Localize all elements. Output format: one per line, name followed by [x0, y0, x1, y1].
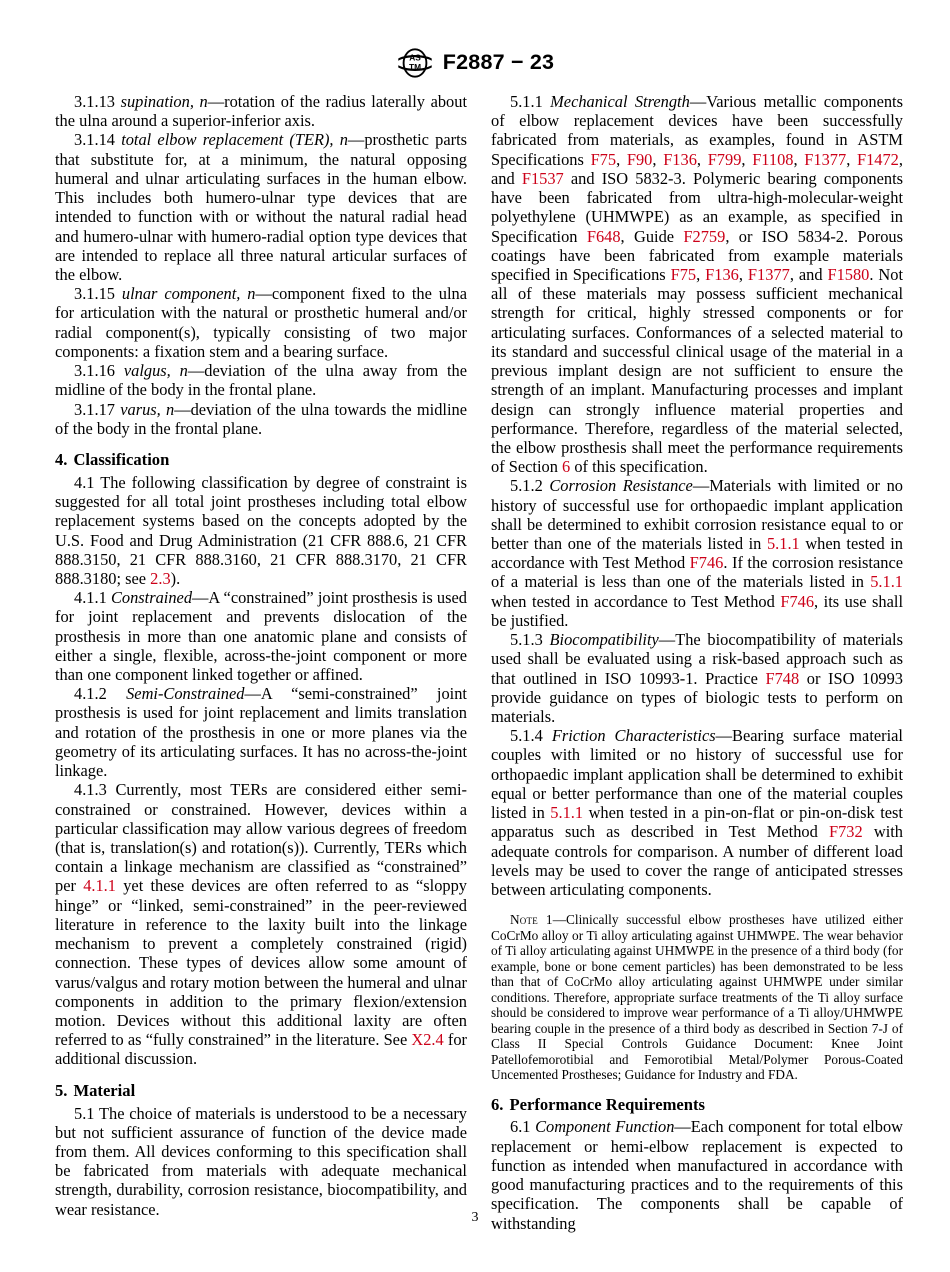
paragraph-text: . If the corrosion resistance of a material is less than one of the materials listed in	[491, 553, 903, 592]
paragraph-4-1-1	[55, 588, 467, 684]
defined-term: ulnar component, n	[121, 284, 256, 304]
standard-ref-link[interactable]: F136	[705, 264, 739, 284]
section-number: 6.	[491, 1094, 504, 1114]
defined-term: supination, n	[120, 92, 208, 111]
defined-term: varus, n	[120, 399, 175, 419]
note-1	[491, 912, 903, 1082]
paragraph-text-mid: yet these devices are often referred to as “sloppy hinge” or “linked, semi-constrained” in the peer-reviewed literature in reference to the laxity built into the linkage mechanism to prevent a completely constrained (rigid) connection. These types of devices allow some amount of varus/valgus and rotary motion between the humeral and ulnar components in addition to the primary flexion/extension motion. Devices without this additional laxity are often referred to as “fully constrained” in the literature. See	[55, 876, 467, 1050]
standard-ref-link[interactable]: F799	[707, 149, 742, 169]
paragraph-3-1-16	[55, 361, 467, 399]
svg-text:AS: AS	[409, 52, 421, 63]
page-number: 3	[471, 1210, 479, 1225]
clause-number: 5.1.4	[510, 726, 543, 746]
standard-ref-link[interactable]: F136	[663, 149, 697, 169]
clause-number: 5.1.1	[510, 92, 543, 111]
paragraph-4-1-2	[55, 684, 467, 780]
note-text: —Clinically successful elbow prostheses have utilized either CoCrMo alloy or Ti alloy articulating against UHMWPE. The wear behavior of Ti alloy articulating against UHMWPE in the presence of a third body (for example, bone or bone cement particles) has been demonstrated to be less than that of CoCrMo alloy articulating against UHMWPE under similar conditions. Therefore, appropriate surface treatments of the Ti alloy surface should be considered to improve wear performance of a Ti alloy/UHMWPE bearing couple in the presence of a third body as described in Section 7-J of Class II Special Controls Guidance Document: Knee Joint Patellofemorotibial and Femorotibial Metal/Polymer Porous-Coated Uncemented Prostheses; Guidance for Industry and FDA.	[491, 912, 903, 1083]
page-header	[0, 44, 950, 82]
paragraph-5-1	[55, 1104, 467, 1219]
paragraph-text: —The biocompatibility of materials used shall be evaluated using a risk-based approach such as that outlined in ISO 10993-1. Practice	[491, 630, 903, 688]
section-number: 4.	[55, 449, 68, 469]
paragraph-5-1-2	[491, 476, 903, 630]
standard-ref-link[interactable]: F732	[828, 822, 863, 842]
paragraph-3-1-15	[55, 284, 467, 361]
standard-ref-link[interactable]: F1580	[827, 264, 870, 284]
paragraph-4-1	[55, 473, 467, 588]
svg-text:TM: TM	[408, 61, 421, 72]
defined-term: Constrained	[110, 588, 193, 608]
clause-number: 4.1.3	[74, 780, 107, 800]
standard-designation: F2887 − 23	[442, 50, 555, 75]
standard-ref-link[interactable]: F1377	[747, 264, 790, 284]
paragraph-text: and ISO 5832-3. Polymeric bearing components have been fabricated from ultra-high-molecular-weight polyethylene (UHMWPE) as an example, as specified in Specification	[491, 168, 904, 246]
cross-reference-link[interactable]: X2.4	[411, 1030, 444, 1050]
paragraph-text: The choice of materials is understood to be a necessary but not sufficient assurance of function of the device made from them. All devices conforming to this specification shall be fabricated from materials with adequate mechanical strength, durability, corrosion resistance, biocompatibility, and wear resistance.	[55, 1103, 467, 1219]
paragraph-text-tail: for additional discussion.	[55, 1030, 467, 1069]
paragraph-5-1-1	[491, 92, 903, 476]
clause-number: 5.1	[74, 1103, 95, 1123]
paragraph-5-1-4	[491, 726, 903, 899]
cross-reference-link[interactable]: 2.3	[150, 568, 171, 588]
paragraph-text: when tested in accordance with Test Method	[491, 534, 903, 573]
paragraph-text-tail: or ISO 10993 provide guidance on types of biologic tests to perform on materials.	[491, 668, 903, 726]
section-ref-link[interactable]: 6	[562, 457, 571, 477]
clause-number: 5.1.2	[510, 476, 543, 496]
paragraph-text: —Bearing surface material couples with limited or no history of successful use for orthopaedic implant application shall be determined to exhibit equal or better performance than one of the material couples listed in	[491, 726, 903, 823]
definition-text: —component fixed to the ulna for articulation with the natural or prosthetic humeral and/or radial component(s), typically consisting of two major components: a fixation stem and a bearing surface.	[55, 284, 467, 361]
paragraph-3-1-17	[55, 400, 467, 438]
clause-number: 3.1.17	[74, 399, 115, 419]
astm-logo-icon	[396, 44, 434, 82]
standard-ref-link[interactable]: F1108	[752, 149, 794, 169]
paragraph-3-1-13	[55, 92, 467, 130]
definition-text: —prosthetic parts that substitute for, at a minimum, the natural opposing humeral and ulnar articulating surfaces in the human elbow. This includes both humero-ulnar type devices that are intended to function with or without the natural radial head and humero-ulnar with humero-radial option type devices that are intended to replace all three natural articular surfaces of the elbow.	[55, 130, 467, 284]
paragraph-text-tail: ).	[170, 568, 181, 588]
paragraph-3-1-14	[55, 130, 467, 284]
paragraph-text: Currently, most TERs are considered either semi-constrained or constrained. However, devices within a particular classification may allow various degrees of freedom (that is, translation(s) and rotation(s)). Currently, TERs which contain a linkage mechanism are classified as “constrained” per	[55, 780, 467, 896]
section-title: Classification	[73, 449, 170, 469]
paragraph-text: when tested in accordance to Test Method	[491, 591, 781, 611]
defined-term: valgus, n	[123, 361, 188, 381]
standard-ref-link[interactable]: F746	[780, 591, 815, 611]
clause-number: 3.1.15	[74, 284, 115, 304]
defined-term: Mechanical Strength	[550, 92, 690, 111]
paragraph-5-1-3	[491, 630, 903, 726]
two-column-body	[55, 92, 903, 1233]
section-heading-4	[55, 450, 467, 470]
defined-term: Semi-Constrained	[126, 684, 245, 704]
standard-ref-link[interactable]: F75	[670, 264, 697, 284]
clause-number: 5.1.3	[510, 630, 543, 650]
defined-term: Component Function	[535, 1117, 675, 1137]
standard-reference-list-2: F75, F136, F1377, and F1580	[670, 264, 870, 284]
cross-reference-link[interactable]: 5.1.1	[870, 572, 903, 592]
paragraph-text: , Guide	[620, 226, 684, 246]
section-heading-6	[491, 1095, 903, 1115]
note-label: Note	[510, 912, 538, 928]
section-number: 5.	[55, 1080, 68, 1100]
paragraph-text: The following classification by degree of constraint is suggested for all total joint prostheses including total elbow replacement systems based on the concepts adopted by the U.S. Food and Drug Administration (21 CFR 888.6, 21 CFR 888.3150, 21 CFR 888.3160, 21 CFR 888.3170, 21 CFR 888.3180; see	[55, 472, 467, 588]
standard-ref-link[interactable]: F648	[586, 226, 621, 246]
left-column	[55, 92, 467, 1233]
standard-ref-link[interactable]: F2759	[683, 226, 726, 246]
paragraph-4-1-3	[55, 780, 467, 1068]
clause-number: 3.1.16	[74, 361, 115, 381]
definition-text: —deviation of the ulna towards the midline of the body in the frontal plane.	[55, 399, 467, 438]
defined-term: Corrosion Resistance	[549, 476, 693, 496]
section-heading-5	[55, 1081, 467, 1101]
clause-number: 4.1	[74, 472, 95, 492]
paragraph-text: —Each component for total elbow replacement or hemi-elbow replacement is expected to function as intended when manufactured in accordance with good manufacturing practices and to the requirements of this specification. The components shall be capable of withstanding	[491, 1117, 903, 1233]
paragraph-text-tail: , its use shall be justified.	[491, 591, 903, 630]
paragraph-text: . Not all of these materials may possess sufficient mechanical strength for critical, highly stressed components or for articulating surfaces. Conformances of a selected material to its standard and successful clinical usage of the material in a previous implant design are not sufficient to ensure the strength of an implant. Manufacturing processes and implant design can strongly influence material properties and performance. Therefore, regardless of the material selected, the elbow prosthesis shall meet the performance requirements of Section	[491, 264, 903, 477]
paragraph-text-tail: with adequate controls for comparison. A number of different load levels may be used to cover the range of anticipated stresses between articulating components.	[491, 822, 903, 899]
standard-ref-link[interactable]: F748	[765, 668, 800, 688]
paragraph-text: when tested in a pin-on-flat or pin-on-disk test apparatus such as described in Test Method	[491, 803, 903, 842]
right-column	[491, 92, 903, 1233]
definition-text: —A “semi-constrained” joint prosthesis is used for joint replacement and limits translation and rotation of the prosthesis in one or more planes via the geometry of its articulating surfaces. It has no across-the-joint linkage.	[55, 684, 467, 781]
defined-term: Friction Characteristics	[551, 726, 716, 746]
definition-text: —rotation of the radius laterally about the ulna around a superior-inferior axis.	[55, 92, 468, 131]
definition-text: —deviation of the ulna away from the midline of the body in the frontal plane.	[55, 361, 467, 400]
standard-ref-link[interactable]: F90	[626, 149, 653, 169]
standard-ref-link[interactable]: F1537	[521, 168, 564, 188]
standard-ref-link[interactable]: F746	[689, 553, 724, 573]
clause-number: 3.1.13	[74, 92, 115, 111]
paragraph-text: —Various metallic components of elbow replacement devices have been successfully fabricated from materials, as examples, found in ASTM Specifications	[491, 92, 903, 169]
clause-number: 3.1.14	[74, 130, 115, 150]
standard-ref-link[interactable]: F1377	[804, 149, 847, 169]
clause-number: 4.1.2	[74, 684, 107, 704]
section-title: Performance Requirements	[509, 1094, 705, 1114]
note-number: 1	[537, 912, 553, 928]
standard-ref-link[interactable]: F75	[590, 149, 617, 169]
standard-reference-list: F75, F90, F136, F799, F1108, F1377, F1472, and F1537	[491, 149, 903, 188]
clause-number: 4.1.1	[74, 588, 107, 608]
paragraph-text: —Materials with limited or no history of successful use for orthopaedic implant application shall be determined to exhibit corrosion resistance equal to or better than one of the materials listed in	[491, 476, 903, 554]
definition-text: —A “constrained” joint prosthesis is used for joint replacement and prevents dislocation of the prosthesis in more than one anatomic plane and consists of either a single, flexible, across-the-joint component or more than one component linked together or affined.	[55, 588, 467, 685]
standard-ref-link[interactable]: F1472	[856, 149, 899, 169]
paragraph-text: , or ISO 5834-2. Porous coatings have been fabricated from example materials specified in Specifications	[491, 226, 903, 284]
cross-reference-link[interactable]: 5.1.1	[550, 803, 584, 823]
cross-reference-link[interactable]: 5.1.1	[766, 534, 800, 554]
paragraph-text-tail: of this specification.	[570, 457, 708, 477]
defined-term: total elbow replacement (TER), n	[121, 130, 348, 150]
clause-number: 6.1	[510, 1117, 531, 1137]
page-footer	[0, 1211, 950, 1225]
section-title: Material	[73, 1080, 136, 1100]
defined-term: Biocompatibility	[549, 630, 659, 650]
cross-reference-link[interactable]: 4.1.1	[83, 876, 116, 896]
